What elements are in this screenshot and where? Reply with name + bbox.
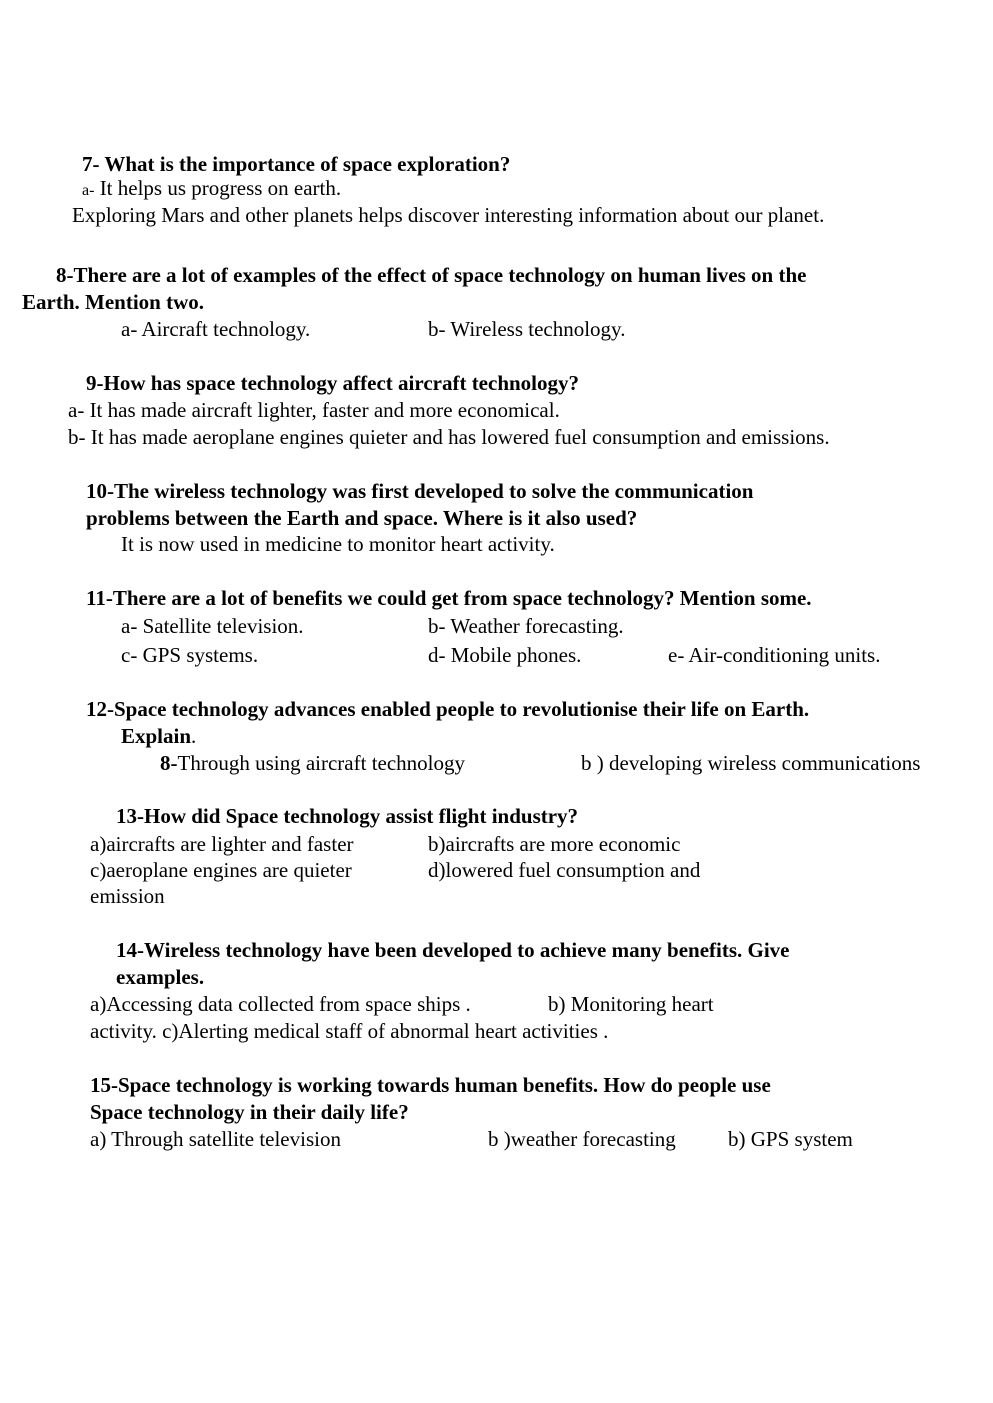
- q9-answer-a: a- It has made aircraft lighter, faster and more economical.: [68, 398, 560, 422]
- q10-question-line1: 10-The wireless technology was first developed to solve the communication: [86, 479, 754, 503]
- q7-question: 7- What is the importance of space exploration?: [82, 152, 511, 176]
- q7-answer-line2: Exploring Mars and other planets helps discover interesting information about our planet.: [72, 203, 825, 227]
- q12-question-line2: [121, 723, 196, 749]
- q10-answer: It is now used in medicine to monitor heart activity.: [121, 532, 555, 556]
- q12-answer-a-text: Through using aircraft technology: [177, 751, 465, 775]
- q15-answer-c: b) GPS system: [728, 1127, 853, 1151]
- q12-answer-a: [160, 750, 465, 776]
- q13-answer-d: d)lowered fuel consumption and: [428, 858, 701, 882]
- q15-answer-b: b )weather forecasting: [488, 1127, 676, 1151]
- q11-answer-a: a- Satellite television.: [121, 614, 304, 638]
- q13-question: 13-How did Space technology assist flight industry?: [116, 804, 579, 828]
- q7-answer-a-prefix: a-: [82, 182, 95, 199]
- q15-question-line2: Space technology in their daily life?: [90, 1100, 409, 1124]
- q11-answer-c: c- GPS systems.: [121, 643, 259, 667]
- q8-answer-b: b- Wireless technology.: [428, 317, 626, 341]
- q15-question-line1: 15-Space technology is working towards human benefits. How do people use: [90, 1073, 771, 1097]
- q14-question-line1: 14-Wireless technology have been developed to achieve many benefits. Give: [116, 938, 790, 962]
- q7-answer-a-text: It helps us progress on earth.: [94, 176, 342, 200]
- q13-answer-c: c)aeroplane engines are quieter: [90, 858, 352, 882]
- q13-answer-b: b)aircrafts are more economic: [428, 832, 681, 856]
- q13-answer-a: a)aircrafts are lighter and faster: [90, 832, 354, 856]
- q12-answer-a-num: 8-: [160, 751, 178, 775]
- q12-answer-b: b ) developing wireless communications: [581, 751, 921, 775]
- q14-question-line2: examples.: [116, 965, 205, 989]
- q12-explain: Explain: [121, 724, 192, 748]
- q7-answer-a: [82, 175, 341, 204]
- q15-answer-a: a) Through satellite television: [90, 1127, 341, 1151]
- q8-question-line2: Earth. Mention two.: [22, 290, 204, 314]
- q11-answer-d: d- Mobile phones.: [428, 643, 582, 667]
- q14-answer-b: b) Monitoring heart: [548, 992, 714, 1016]
- q14-answer-line2: activity. c)Alerting medical staff of abnormal heart activities .: [90, 1019, 609, 1043]
- q9-answer-b: b- It has made aeroplane engines quieter and has lowered fuel consumption and emissions.: [68, 425, 830, 449]
- q12-explain-period: .: [191, 724, 197, 748]
- q14-answer-a: a)Accessing data collected from space ships .: [90, 992, 471, 1016]
- q13-answer-d-cont: emission: [90, 884, 165, 908]
- q8-question-line1: 8-There are a lot of examples of the effect of space technology on human lives on the: [56, 263, 807, 287]
- q11-answer-b: b- Weather forecasting.: [428, 614, 624, 638]
- q12-question-line1: 12-Space technology advances enabled people to revolutionise their life on Earth.: [86, 697, 810, 721]
- q10-question-line2: problems between the Earth and space. Where is it also used?: [86, 506, 638, 530]
- q8-answer-a: a- Aircraft technology.: [121, 317, 311, 341]
- q9-question: 9-How has space technology affect aircraft technology?: [86, 371, 580, 395]
- q11-question: 11-There are a lot of benefits we could get from space technology? Mention some.: [86, 586, 812, 610]
- q11-answer-e: e- Air-conditioning units.: [668, 643, 881, 667]
